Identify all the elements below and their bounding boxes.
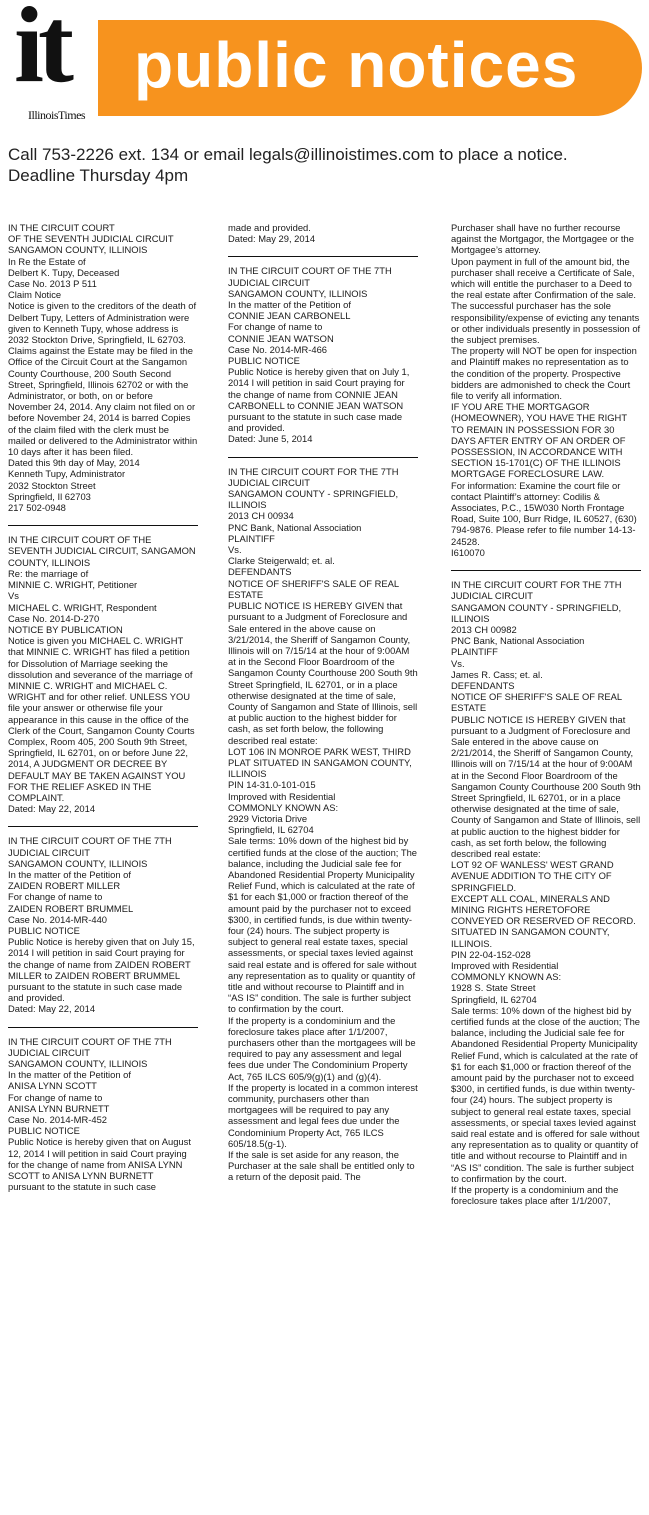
- notice-estate-tupy: [8, 222, 198, 526]
- column-2: [228, 222, 418, 1512]
- notice-text: IN THE CIRCUIT COURT OF THE 7TH JUDICIAL CIRCUIT SANGAMON COUNTY, ILLINOIS In the matter of the Petition of ZAIDEN ROBERT MILLER For change of name to ZAIDEN ROBERT BRUMMEL Case No. 2014-MR-440 PUBLIC NOTICE Public Notice is hereby given that on July 15, 2014 I will petition in said Court praying for the change of name from ZAIDEN ROBERT MILLER to ZAIDEN ROBERT BRUMMEL pursuant to the statute in such case made and provided. Dated: May 22, 2014: [8, 835, 195, 1015]
- column-3: [451, 222, 641, 1512]
- section-banner: [98, 20, 642, 116]
- notice-scott-name-change: [8, 1036, 198, 1205]
- column-1: [8, 222, 198, 1512]
- notice-wright-marriage: [8, 534, 198, 827]
- masthead: [0, 0, 649, 130]
- notice-miller-name-change: [8, 835, 198, 1027]
- notice-text: IN THE CIRCUIT COURT OF THE SEVENTH JUDICIAL CIRCUIT, SANGAMON COUNTY, ILLINOIS Re: the marriage of MINNIE C. WRIGHT, Petitioner Vs MICHAEL C. WRIGHT, Respondent Case No. 2014-D-270 NOTICE BY PUBLICATION Notice is given you MICHAEL C. WRIGHT that MINNIE C. WRIGHT has filed a petition for Dissolution of Marriage seeking the dissolution and severance of the marriage of MINNIE C. WRIGHT and MICHAEL C. WRIGHT and for other relief. UNLESS YOU file your answer or otherwise file your appearance in this cause in the office of the Clerk of the Court, Sangamon County Courts Complex, Room 405, 200 South 9th Street, Springfield, IL 62701, on or before June 22, 2014, A JUDGMENT OR DECREE BY DEFAULT MAY BE TAKEN AGAINST YOU FOR THE RELIEF ASKED IN THE COMPLAINT. Dated: May 22, 2014: [8, 534, 196, 815]
- notice-text: Purchaser shall have no further recourse against the Mortgagor, the Mortgagee or the Mortgagee’s attorney. Upon payment in full of the amount bid, the purchaser shall receive a Certificate of Sale, which will entitle the purchaser to a Deed to the real estate after Confirmation of the sale. The successful purchaser has the sole responsibility/expense of evicting any tenants or other individuals presently in possession of the subject premises. The property will NOT be open for inspection and Plaintiff makes no representation as to the condition of the property. Prospective bidders are admonished to check the Court file to verify all information. IF YOU ARE THE MORTGAGOR (HOMEOWNER), YOU HAVE THE RIGHT TO REMAIN IN POSSESSION FOR 30 DAYS AFTER ENTRY OF AN ORDER OF POSSESSION, IN ACCORDANCE WITH SECTION 15-1701(C) OF THE ILLINOIS MORTGAGE FORECLOSURE LAW. For information: Examine the court file or contact Plaintiff’s attorney: Codilis & Associates, P.C., 15W030 North Frontage Road, Suite 100, Burr Ridge, IL 60527, (630) 794-9876. Please refer to file number 14-13-24528. I610070: [451, 222, 641, 558]
- notice-cass-sale: [451, 579, 641, 1218]
- contact-line: Call 753-2226 ext. 134 or email legals@illinoistimes.com to place a notice.: [8, 145, 568, 164]
- logo-brand: IllinoisTimes: [28, 108, 86, 122]
- notice-text: IN THE CIRCUIT COURT OF THE 7TH JUDICIAL CIRCUIT SANGAMON COUNTY, ILLINOIS In the matter of the Petition of ANISA LYNN SCOTT For change of name to ANISA LYNN BURNETT Case No. 2014-MR-452 PUBLIC NOTICE Public Notice is hereby given that on August 12, 2014 I will petition in said Court praying for the change of name from ANISA LYNN SCOTT to ANISA LYNN BURNETT pursuant to the statute in such case: [8, 1035, 191, 1193]
- section-title: public notices: [134, 29, 579, 101]
- notice-text: IN THE CIRCUIT COURT OF THE SEVENTH JUDICIAL CIRCUIT SANGAMON COUNTY, ILLINOIS In Re the Estate of Delbert K. Tupy, Deceased Case No. 2013 P 511 Claim Notice Notice is given to the creditors of the death of Delbert Tupy, Letters of Administration were given to Kenneth Tupy, whose address is 2032 Stockton Drive, Springfield, IL 62703. Claims against the Estate may be filed in the Office of the Circuit Court at the Sangamon County Courthouse, 200 South Second Street, Springfield, Illinois 62702 or with the Administrator, or both, on or before November 24, 2014. Any claim not filed on or before November 24, 2014 is barred Copies of the claim filed with the clerk must be mailed or delivered to the Administrator within 10 days after it has been filed. Dated this 9th day of May, 2014 Kenneth Tupy, Administrator 2032 Stockton Street Springfield, Il 62703 217 502-0948: [8, 222, 198, 514]
- notice-steigerwald-continued: [451, 222, 641, 571]
- notice-text: IN THE CIRCUIT COURT OF THE 7TH JUDICIAL CIRCUIT SANGAMON COUNTY, ILLINOIS In the matter of the Petition of CONNIE JEAN CARBONELL For change of name to CONNIE JEAN WATSON Case No. 2014-MR-466 PUBLIC NOTICE Public Notice is hereby given that on July 1, 2014 I will petition in said Court praying for the change of name from CONNIE JEAN CARBONELL to CONNIE JEAN WATSON pursuant to the statute in such case made and provided. Dated: June 5, 2014: [228, 265, 410, 445]
- contact-info: [8, 144, 648, 186]
- notice-scott-continued: [228, 222, 418, 257]
- notice-text: made and provided. Dated: May 29, 2014: [228, 222, 316, 245]
- notice-text: IN THE CIRCUIT COURT FOR THE 7TH JUDICIAL CIRCUIT SANGAMON COUNTY - SPRINGFIELD, ILLINOIS 2013 CH 00982 PNC Bank, National Association PLAINTIFF Vs. James R. Cass; et. al. DEFENDANTS NOTICE OF SHERIFF'S SALE OF REAL ESTATE PUBLIC NOTICE IS HEREBY GIVEN that pursuant to a Judgment of Foreclosure and Sale entered in the above cause on 2/21/2014, the Sheriff of Sangamon County, Illinois will on 7/15/14 at the hour of 9:00AM at in the Second Floor Boardroom of the Sangamon County Courthouse 200 South 9th Street Springfield, IL 62701, or in a place otherwise designated at the time of sale, County of Sangamon and State of Illinois, sell at public auction to the highest bidder for cash, as set forth below, the following described real estate: LOT 92 OF WANLESS' WEST GRAND AVENUE ADDITION TO THE CITY OF SPRINGFIELD. EXCEPT ALL COAL, MINERALS AND MINING RIGHTS HERETOFORE CONVEYED OR RESERVED OF RECORD. SITUATED IN SANGAMON COUNTY, ILLINOIS. PIN 22-04-152-028 Improved with Residential COMMONLY KNOWN AS: 1928 S. State Street Springfield, IL 62704 Sale terms: 10% down of the highest bid by certified funds at the close of the auction; The balance, including the Judicial sale fee for Abandoned Residential Property Municipality Relief Fund, which is calculated at the rate of $1 for each $1,000 or fraction thereof of the amount paid by the purchaser not to exceed $300, in certified funds, is due within twenty-four (24) hours. The subject property is subject to general real estate taxes, special assessments, or special taxes levied against said real estate and is offered for sale without any representation as to quality or quantity of title and without recourse to Plaintiff and in “AS IS” condition. The sale is further subject to confirmation by the court. If the property is a condominium and the foreclosure takes place after 1/1/2007,: [451, 579, 641, 1207]
- notice-steigerwald-sale: [228, 466, 418, 1195]
- notice-text: IN THE CIRCUIT COURT FOR THE 7TH JUDICIAL CIRCUIT SANGAMON COUNTY - SPRINGFIELD, ILLINOIS 2013 CH 00934 PNC Bank, National Association PLAINTIFF Vs. Clarke Steigerwald; et. al. DEFENDANTS NOTICE OF SHERIFF'S SALE OF REAL ESTATE PUBLIC NOTICE IS HEREBY GIVEN that pursuant to a Judgment of Foreclosure and Sale entered in the above cause on 3/21/2014, the Sheriff of Sangamon County, Illinois will on 7/15/14 at the hour of 9:00AM at in the Second Floor Boardroom of the Sangamon County Courthouse 200 South 9th Street Springfield, IL 62701, or in a place otherwise designated at the time of sale, County of Sangamon and State of Illinois, sell at public auction to the highest bidder for cash, as set forth below, the following described real estate: LOT 106 IN MONROE PARK WEST, THIRD PLAT SITUATED IN SANGAMON COUNTY, ILLINOIS PIN 14-31.0-101-015 Improved with Residential COMMONLY KNOWN AS: 2929 Victoria Drive Springfield, IL 62704 Sale terms: 10% down of the highest bid by certified funds at the close of the auction; The balance, including the Judicial sale fee for Abandoned Residential Property Municipality Relief Fund, which is calculated at the rate of $1 for each $1,000 or fraction thereof of the amount paid by the purchaser not to exceed $300, in certified funds, is due within twenty-four (24) hours. The subject property is subject to general real estate taxes, special assessments, or special taxes levied against said real estate and is offered for sale without any representation as to quality or quantity of title and without recourse to Plaintiff and in “AS IS” condition. The sale is further subject to confirmation by the court. If the property is a condominium and the foreclosure takes place after 1/1/2007, purchasers other than the mortgagees will be required to pay any assessment and legal fees due under The Condominium Property Act, 765 ILCS 605/9(g)(1) and (g)(4). If the property is located in a common interest community, purchasers other than mortgagees will be required to pay any assessment and legal fees due under the Condominium Property Act, 765 ILCS 605/18.5(g-1). If the sale is set aside for any reason, the Purchaser at the sale shall be entitled only to a return of the deposit paid. The: [228, 465, 418, 1183]
- deadline-line: Deadline Thursday 4pm: [8, 166, 189, 185]
- notice-columns: [8, 222, 642, 1512]
- notice-carbonell-name-change: [228, 265, 418, 457]
- logo-letters: it: [14, 0, 68, 105]
